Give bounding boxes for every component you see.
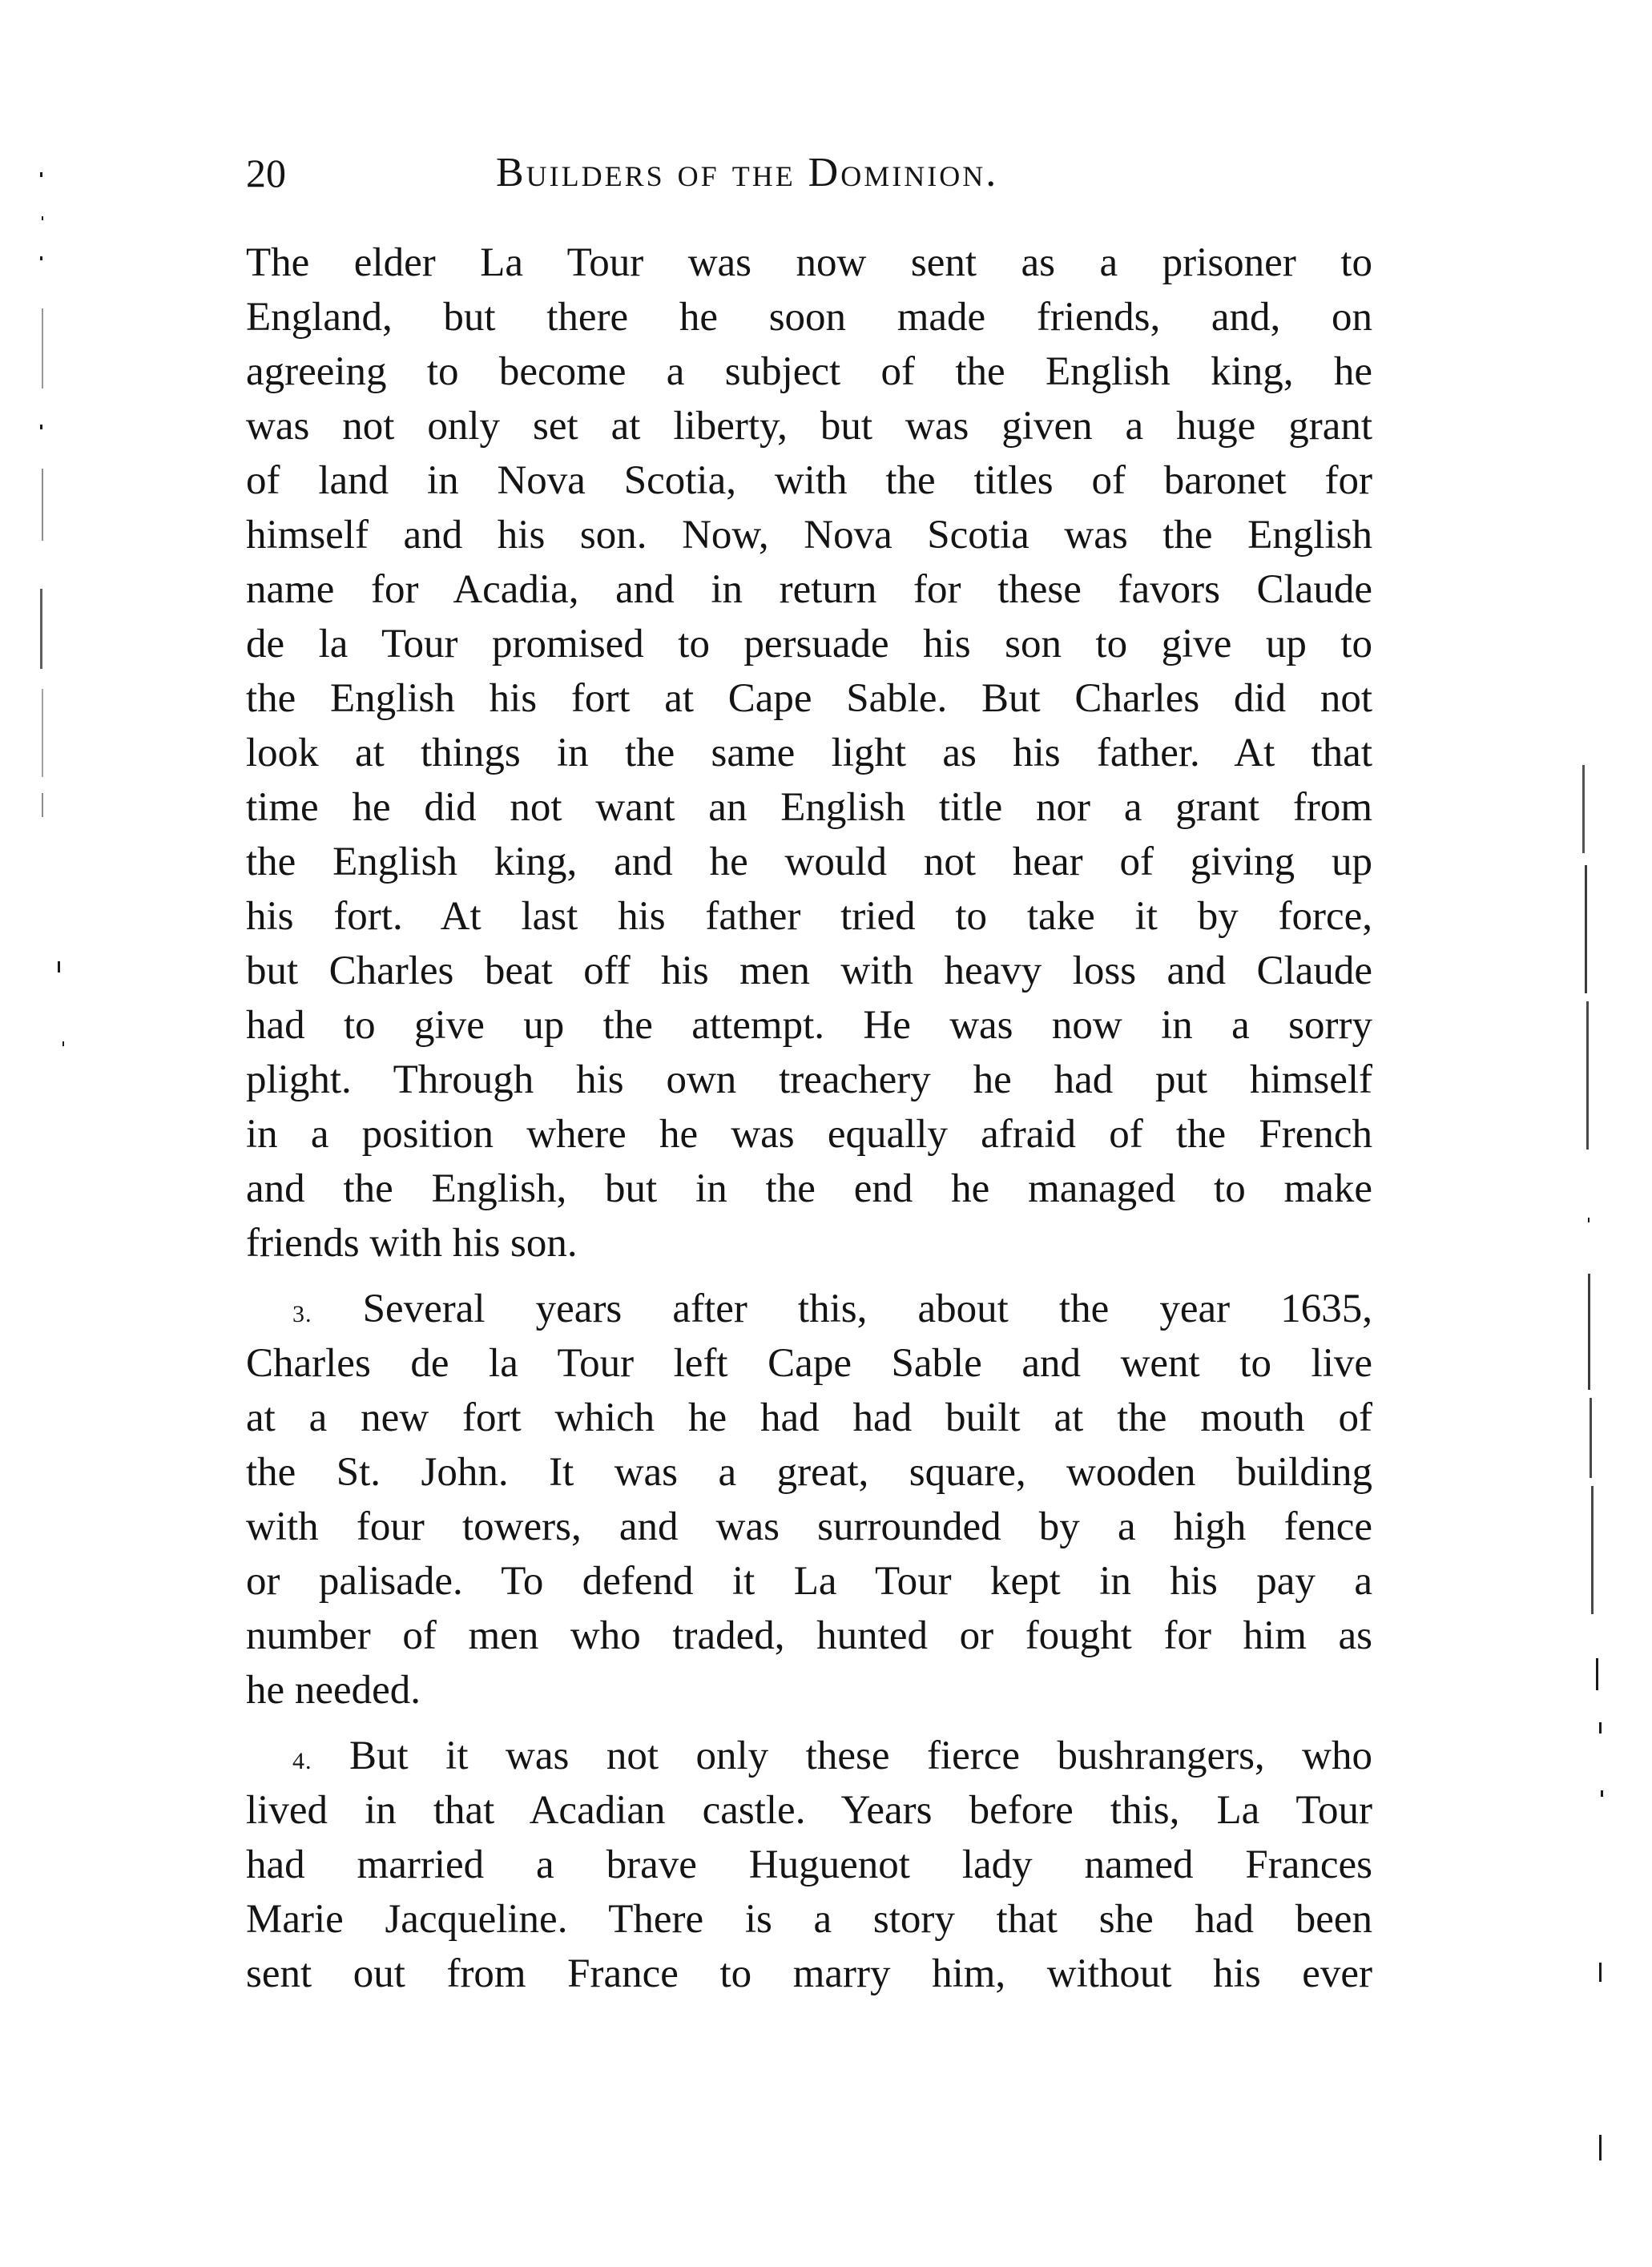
scan-mark: [1588, 1274, 1590, 1390]
paragraph: [246, 1282, 1372, 1717]
text-line-content: Several years after this, about the year 1635,: [362, 1287, 1372, 1331]
scan-mark: [1586, 1001, 1589, 1150]
scan-mark: [42, 308, 43, 389]
text-line: of land in Nova Scotia, with the titles of baronet for: [246, 458, 1372, 503]
scan-mark: [1599, 1722, 1602, 1733]
text-line: at a new fort which he had had built at the mouth of: [246, 1395, 1372, 1440]
scan-mark: [1601, 1790, 1603, 1797]
text-line: was not only set at liberty, but was given a huge grant: [246, 404, 1372, 449]
scan-mark: [40, 589, 42, 669]
scan-mark: [40, 256, 42, 260]
paragraph-gap: [246, 1270, 1372, 1282]
text-line: friends with his son.: [246, 1221, 578, 1266]
page-header: [246, 149, 1368, 213]
text-line: Marie Jacqueline. There is a story that she had been: [246, 1897, 1372, 1942]
scan-mark: [40, 172, 42, 177]
scan-mark: [1588, 1218, 1590, 1222]
text-line: name for Acadia, and in return for these favors Claude: [246, 567, 1372, 612]
text-line: he needed.: [246, 1668, 421, 1713]
text-line: [246, 1282, 1372, 1336]
paragraph: [246, 236, 1372, 1270]
paragraph-number: 4.: [292, 1748, 312, 1774]
running-title: Builders of the Dominion.: [496, 150, 999, 195]
text-line: sent out from France to marry him, without his ever: [246, 1951, 1372, 1996]
scan-mark: [1596, 1658, 1598, 1690]
text-line: look at things in the same light as his father. At that: [246, 731, 1372, 775]
scan-mark: [62, 1041, 64, 1046]
scan-mark: [58, 961, 60, 972]
text-line-content: But it was not only these fierce bushrangers, who: [349, 1733, 1372, 1778]
paragraph: [246, 1729, 1372, 2001]
scan-mark: [1599, 1963, 1602, 1982]
text-line: the English king, and he would not hear of giving up: [246, 840, 1372, 884]
text-line: but Charles beat off his men with heavy loss and Claude: [246, 948, 1372, 993]
paragraph-gap: [246, 1717, 1372, 1729]
text-line: England, but there he soon made friends, and, on: [246, 295, 1372, 340]
text-line: agreeing to become a subject of the English king, he: [246, 349, 1372, 394]
text-line: himself and his son. Now, Nova Scotia was the English: [246, 513, 1372, 558]
scan-mark: [1591, 1486, 1594, 1614]
text-line: or palisade. To defend it La Tour kept in his pay a: [246, 1559, 1372, 1604]
text-line: number of men who traded, hunted or fought for him as: [246, 1613, 1372, 1658]
text-line: had married a brave Huguenot lady named Frances: [246, 1842, 1372, 1887]
scan-mark: [1590, 1398, 1592, 1478]
text-line: time he did not want an English title nor a grant from: [246, 785, 1372, 830]
scan-mark: [42, 689, 43, 777]
text-line: his fort. At last his father tried to take it by force,: [246, 894, 1372, 939]
body-text: [246, 236, 1372, 2001]
scan-mark: [1582, 765, 1585, 853]
text-line: in a position where he was equally afraid of the French: [246, 1112, 1372, 1157]
text-line: lived in that Acadian castle. Years before this, La Tour: [246, 1788, 1372, 1833]
paragraph-number: 3.: [292, 1301, 312, 1327]
text-line: Charles de la Tour left Cape Sable and went to live: [246, 1341, 1372, 1386]
text-line: the St. John. It was a great, square, wooden building: [246, 1450, 1372, 1495]
text-line: de la Tour promised to persuade his son to give up to: [246, 622, 1372, 666]
scan-mark: [40, 425, 42, 429]
scan-mark: [42, 216, 43, 220]
scan-mark: [1585, 865, 1587, 993]
scan-mark: [42, 469, 43, 541]
text-line: plight. Through his own treachery he had put himself: [246, 1057, 1372, 1102]
scan-mark: [42, 793, 43, 817]
text-line: [246, 1729, 1372, 1783]
text-line: and the English, but in the end he managed to make: [246, 1166, 1372, 1211]
page-number: 20: [246, 151, 286, 195]
text-line: The elder La Tour was now sent as a prisoner to: [246, 240, 1372, 285]
text-line: had to give up the attempt. He was now in a sorry: [246, 1003, 1372, 1048]
scan-mark: [1599, 2135, 1602, 2160]
text-line: with four towers, and was surrounded by a high fence: [246, 1504, 1372, 1549]
text-line: the English his fort at Cape Sable. But Charles did not: [246, 676, 1372, 721]
